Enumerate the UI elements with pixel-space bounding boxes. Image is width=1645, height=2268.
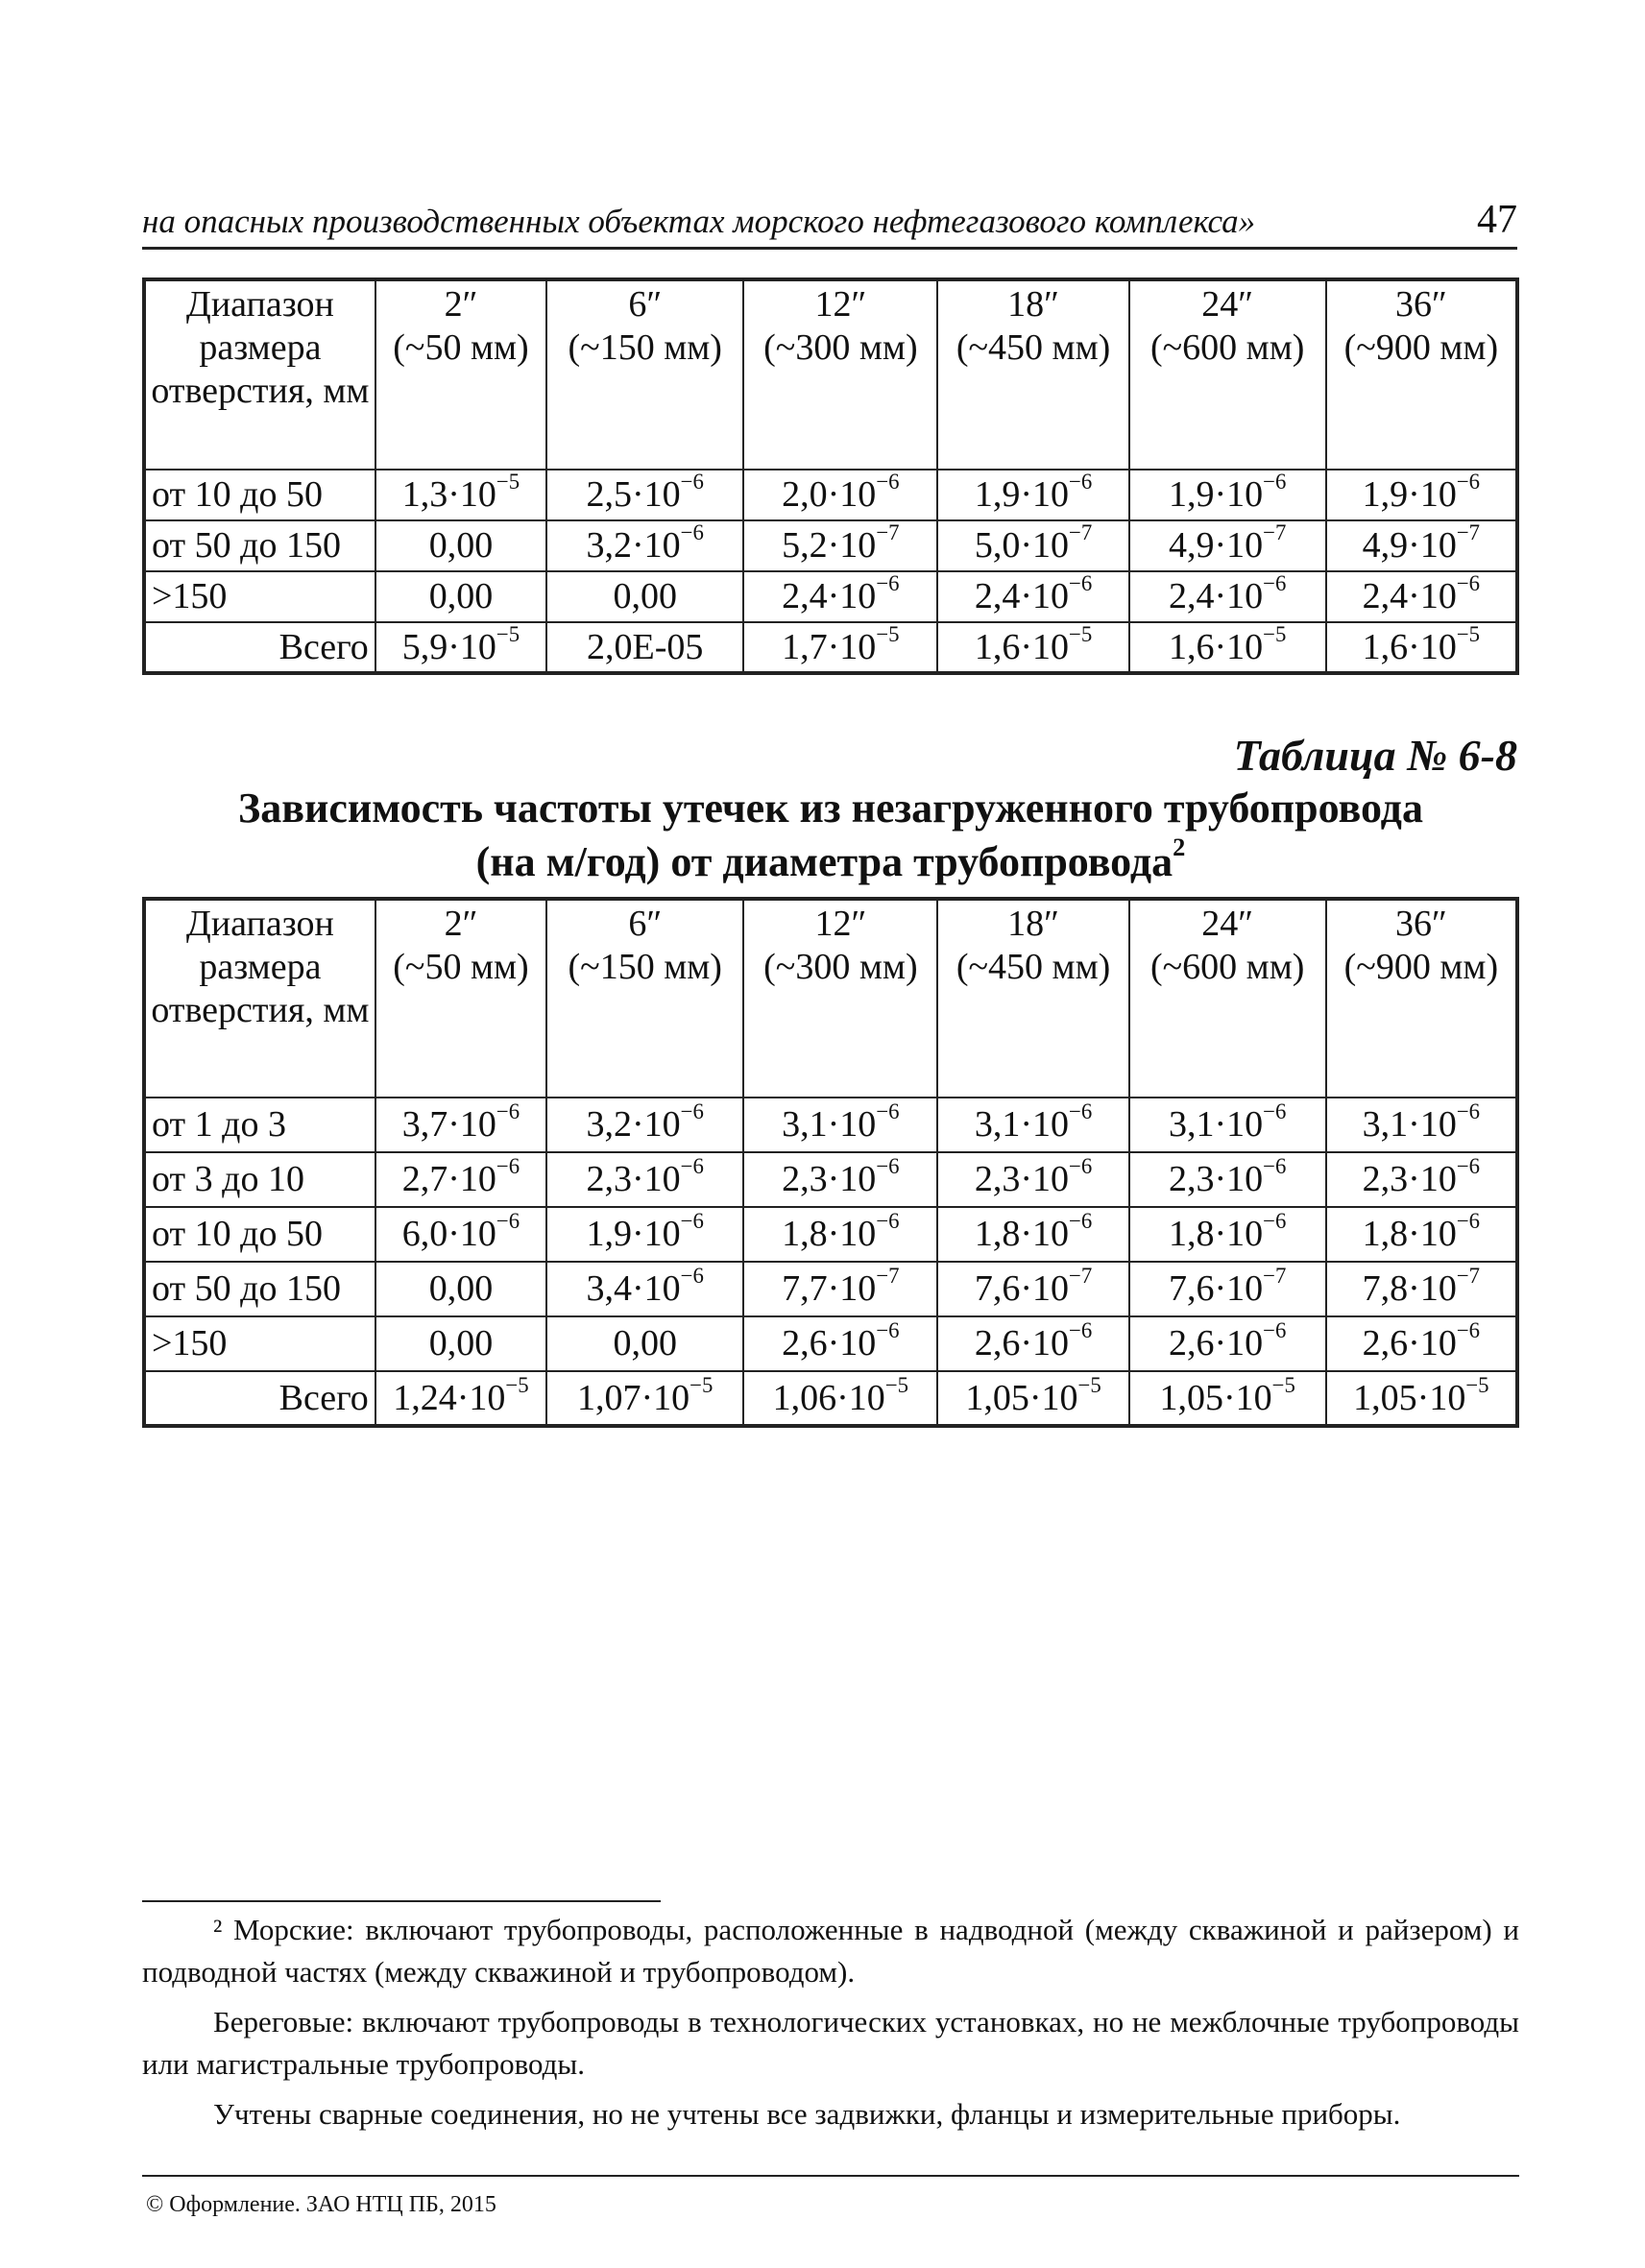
row-label: от 10 до 50 [144,470,375,520]
exponent: −6 [876,469,900,494]
value-cell: 2,0E-05 [546,622,743,673]
header-row [144,899,1517,1098]
exponent: −7 [876,519,900,544]
value-cell: $2,6\cdot 10^{-6}$ [1129,1316,1326,1371]
exponent: −7 [1263,1263,1287,1288]
exponent: −6 [680,1098,704,1123]
exponent: −6 [496,1208,520,1233]
exponent: −6 [1068,570,1093,595]
value-cell: 0,00 [375,520,546,571]
column-label: 2″ [444,284,478,325]
value-cell: $7,7\cdot 10^{-7}$ [743,1262,937,1316]
exponent: −5 [1263,621,1287,646]
exponent: −6 [1068,1317,1093,1342]
exponent: −6 [1456,1153,1481,1178]
value-cell: 0,00 [375,1262,546,1316]
value-cell: $1,3\cdot 10^{-5}$ [375,470,546,520]
column-label: 18″ [1007,284,1059,325]
value-cell: $2,5\cdot 10^{-6}$ [546,470,743,520]
value-cell: $1,05\cdot 10^{-5}$ [937,1371,1128,1426]
value-cell: $1,6\cdot 10^{-5}$ [1129,622,1326,673]
value-cell: $2,6\cdot 10^{-6}$ [937,1316,1128,1371]
column-label: 6″ [628,284,663,325]
exponent: −6 [496,1098,520,1123]
column-label: 12″ [814,904,867,944]
table-row [144,571,1517,622]
value-cell: $1,6\cdot 10^{-5}$ [937,622,1128,673]
column-sublabel: (~300 мм) [763,946,918,987]
column-sublabel: (~150 мм) [568,326,722,368]
value-cell: $3,1\cdot 10^{-6}$ [743,1098,937,1152]
value-cell: $7,8\cdot 10^{-7}$ [1326,1262,1517,1316]
value-cell: $2,4\cdot 10^{-6}$ [937,571,1128,622]
exponent: −5 [1068,621,1093,646]
row-label: Всего [144,622,375,673]
column-sublabel: (~450 мм) [956,946,1111,987]
exponent: −6 [496,1153,520,1178]
value-cell: $2,3\cdot 10^{-6}$ [937,1152,1128,1207]
value-cell: $1,8\cdot 10^{-6}$ [1129,1207,1326,1262]
table-row [144,1316,1517,1371]
exponent: −5 [1456,621,1481,646]
exponent: −5 [1077,1372,1101,1397]
value-cell: $3,7\cdot 10^{-6}$ [375,1098,546,1152]
column-label: 36″ [1394,284,1447,325]
column-sublabel: (~900 мм) [1343,946,1499,987]
row-label: от 50 до 150 [144,520,375,571]
footnotes [142,1909,1519,2143]
exponent: −6 [1263,1153,1287,1178]
exponent: −5 [496,621,520,646]
column-sublabel: (~600 мм) [1149,326,1305,368]
page-number: 47 [1477,198,1517,242]
exponent: −7 [1263,519,1287,544]
footnote-3: Учтены сварные соединения, но не учтены все задвижки, фланцы и измерительные приборы. [213,2097,1401,2131]
column-header-diameter [1326,899,1517,1098]
column-header-diameter [743,899,937,1098]
exponent: −6 [680,1153,704,1178]
exponent: −6 [680,519,704,544]
value-cell: $5,0\cdot 10^{-7}$ [937,520,1128,571]
value-cell: $2,4\cdot 10^{-6}$ [743,571,937,622]
row-label: >150 [144,1316,375,1371]
value-cell: $2,3\cdot 10^{-6}$ [1326,1152,1517,1207]
exponent: −6 [876,1208,900,1233]
exponent: −6 [680,469,704,494]
copyright: © Оформление. ЗАО НТЦ ПБ, 2015 [146,2192,496,2217]
row-label: от 10 до 50 [144,1207,375,1262]
value-cell: $7,6\cdot 10^{-7}$ [1129,1262,1326,1316]
value-cell: $2,4\cdot 10^{-6}$ [1129,571,1326,622]
column-header-diameter [546,279,743,470]
value-cell: $1,05\cdot 10^{-5}$ [1129,1371,1326,1426]
value-cell: $3,2\cdot 10^{-6}$ [546,520,743,571]
column-header-diameter [937,279,1128,470]
column-sublabel: (~50 мм) [393,946,529,987]
exponent: −6 [1068,469,1093,494]
column-sublabel: (~450 мм) [956,326,1111,368]
value-cell: 0,00 [546,1316,743,1371]
total-row [144,1371,1517,1426]
exponent: −6 [1456,1317,1481,1342]
exponent: −5 [884,1372,909,1397]
value-cell: $2,4\cdot 10^{-6}$ [1326,571,1517,622]
value-cell: $1,9\cdot 10^{-6}$ [1129,470,1326,520]
exponent: −5 [1271,1372,1295,1397]
value-cell: $7,6\cdot 10^{-7}$ [937,1262,1128,1316]
running-title: на опасных производственных объектах морского нефтегазового комплекса» [142,203,1256,240]
row-label: Всего [144,1371,375,1426]
exponent: −5 [876,621,900,646]
exponent: −5 [689,1372,714,1397]
value-cell: $1,05\cdot 10^{-5}$ [1326,1371,1517,1426]
table-title [142,782,1519,889]
table-row [144,470,1517,520]
exponent: −6 [1263,1098,1287,1123]
column-label: 6″ [628,904,663,944]
exponent: −6 [1456,1098,1481,1123]
column-header-diameter [1326,279,1517,470]
exponent: −6 [1068,1208,1093,1233]
column-label: 24″ [1201,904,1254,944]
exponent: −6 [876,1317,900,1342]
value-cell: $2,0\cdot 10^{-6}$ [743,470,937,520]
table-title-line-1: Зависимость частоты утечек из незагруженного трубопровода [238,784,1423,832]
exponent: −7 [1068,519,1093,544]
header-row [144,279,1517,470]
row-label: от 50 до 150 [144,1262,375,1316]
value-cell: $5,9\cdot 10^{-5}$ [375,622,546,673]
table-number: Таблица № 6-8 [1233,731,1517,780]
exponent: −6 [876,1098,900,1123]
exponent: −6 [1068,1098,1093,1123]
footnote-2: Береговые: включают трубопроводы в технологических установках, но не межблочные трубопроводы или магистральные трубопроводы. [142,2005,1519,2081]
column-label: 12″ [814,284,867,325]
column-header-diameter [546,899,743,1098]
table-row [144,1262,1517,1316]
value-cell: $3,4\cdot 10^{-6}$ [546,1262,743,1316]
column-sublabel: (~150 мм) [568,946,722,987]
column-header-diameter [1129,279,1326,470]
column-label: 36″ [1394,904,1447,944]
leak-frequency-table-2 [142,897,1519,1428]
exponent: −6 [680,1263,704,1288]
value-cell: 0,00 [546,571,743,622]
value-cell: $3,2\cdot 10^{-6}$ [546,1098,743,1152]
table-row [144,520,1517,571]
row-label: >150 [144,571,375,622]
exponent: −7 [1456,519,1481,544]
column-header-diameter [375,279,546,470]
exponent: −6 [1263,570,1287,595]
value-cell: $1,8\cdot 10^{-6}$ [743,1207,937,1262]
column-sublabel: (~600 мм) [1149,946,1305,987]
column-sublabel: (~300 мм) [763,326,918,368]
exponent: −6 [1456,1208,1481,1233]
value-cell: $2,7\cdot 10^{-6}$ [375,1152,546,1207]
column-header-diameter [937,899,1128,1098]
table-row [144,1098,1517,1152]
column-header-diameter [1129,899,1326,1098]
column-header-diameter [375,899,546,1098]
value-cell: $2,3\cdot 10^{-6}$ [1129,1152,1326,1207]
value-cell: $4,9\cdot 10^{-7}$ [1326,520,1517,571]
footnote-mark: 2 [1173,832,1186,861]
value-cell: $4,9\cdot 10^{-7}$ [1129,520,1326,571]
value-cell: $1,6\cdot 10^{-5}$ [1326,622,1517,673]
value-cell: $1,07\cdot 10^{-5}$ [546,1371,743,1426]
value-cell: $1,9\cdot 10^{-6}$ [1326,470,1517,520]
exponent: −5 [496,469,520,494]
value-cell: $2,6\cdot 10^{-6}$ [743,1316,937,1371]
value-cell: $3,1\cdot 10^{-6}$ [1129,1098,1326,1152]
value-cell: $6,0\cdot 10^{-6}$ [375,1207,546,1262]
exponent: −6 [1263,1208,1287,1233]
column-header-diameter [743,279,937,470]
column-header-hole-size [144,899,375,1098]
table-title-line-2-text: (на м/год) от диаметра трубопровода [475,838,1173,885]
column-label: Диапазон размера отверстия, мм [151,284,370,411]
leak-frequency-table-1 [142,277,1519,675]
table-title-line-2 [142,832,1519,889]
exponent: −6 [876,570,900,595]
value-cell: $2,6\cdot 10^{-6}$ [1326,1316,1517,1371]
column-label: 18″ [1007,904,1059,944]
page-header [142,197,1517,250]
column-label: 24″ [1201,284,1254,325]
exponent: −7 [876,1263,900,1288]
footnote-1: ² Морские: включают трубопроводы, расположенные в надводной (между скважиной и райзером) и подводной частях (между скважиной и трубопроводом). [142,1913,1519,1989]
row-label: от 3 до 10 [144,1152,375,1207]
exponent: −7 [1068,1263,1093,1288]
exponent: −7 [1456,1263,1481,1288]
exponent: −5 [1465,1372,1489,1397]
exponent: −6 [1263,1317,1287,1342]
column-sublabel: (~900 мм) [1343,326,1499,368]
column-sublabel: (~50 мм) [393,326,529,368]
total-row [144,622,1517,673]
value-cell: $1,7\cdot 10^{-5}$ [743,622,937,673]
exponent: −6 [1263,469,1287,494]
value-cell: $1,8\cdot 10^{-6}$ [937,1207,1128,1262]
column-label: 2″ [444,904,478,944]
value-cell: $5,2\cdot 10^{-7}$ [743,520,937,571]
value-cell: $1,9\cdot 10^{-6}$ [937,470,1128,520]
exponent: −6 [1456,570,1481,595]
value-cell: $3,1\cdot 10^{-6}$ [937,1098,1128,1152]
table-row [144,1152,1517,1207]
table-row [144,1207,1517,1262]
exponent: −6 [876,1153,900,1178]
value-cell: $1,24\cdot 10^{-5}$ [375,1371,546,1426]
value-cell: $2,3\cdot 10^{-6}$ [546,1152,743,1207]
column-label: Диапазон размера отверстия, мм [151,904,370,1030]
value-cell: $3,1\cdot 10^{-6}$ [1326,1098,1517,1152]
value-cell: $2,3\cdot 10^{-6}$ [743,1152,937,1207]
value-cell: $1,8\cdot 10^{-6}$ [1326,1207,1517,1262]
exponent: −6 [680,1208,704,1233]
exponent: −6 [1068,1153,1093,1178]
exponent: −5 [505,1372,529,1397]
value-cell: 0,00 [375,1316,546,1371]
bottom-rule [142,2175,1519,2177]
row-label: от 1 до 3 [144,1098,375,1152]
column-header-hole-size [144,279,375,470]
value-cell: 0,00 [375,571,546,622]
value-cell: $1,06\cdot 10^{-5}$ [743,1371,937,1426]
exponent: −6 [1456,469,1481,494]
footnote-rule [142,1900,661,1902]
value-cell: $1,9\cdot 10^{-6}$ [546,1207,743,1262]
